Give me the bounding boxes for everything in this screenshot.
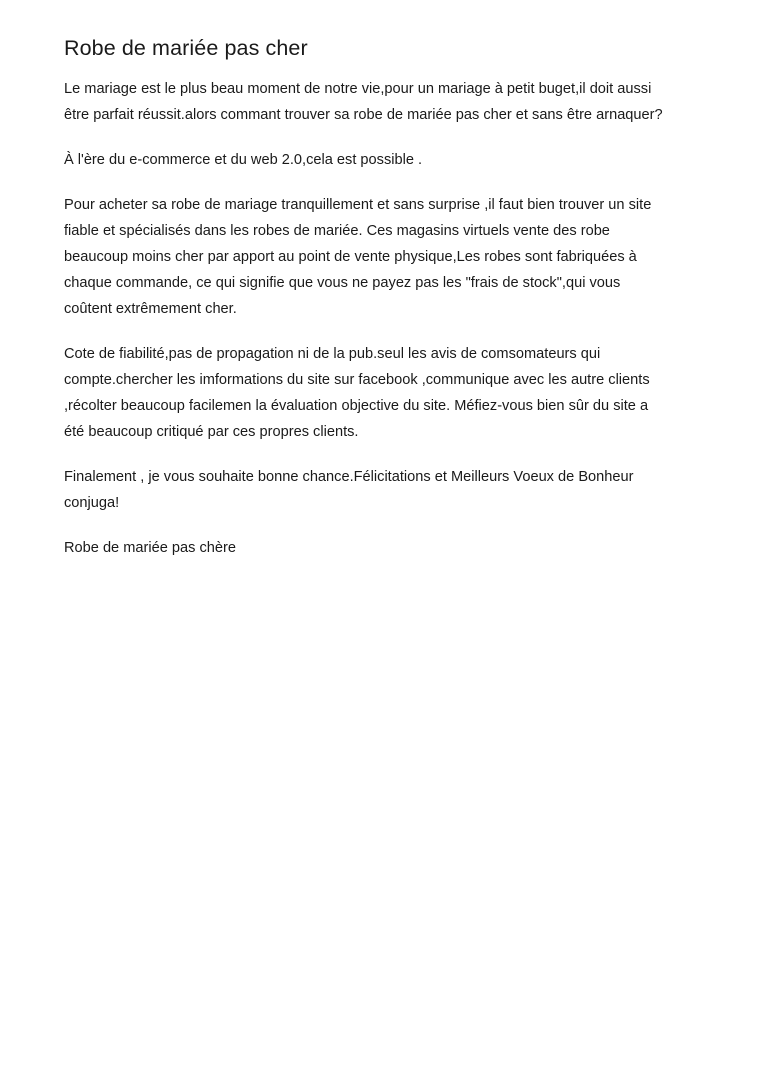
paragraph-ecommerce xyxy=(64,147,724,173)
paragraph-line: ,récolter beaucoup facilemen la évaluation objective du site. Méfiez-vous bien sûr du site a xyxy=(64,398,649,414)
paragraph-line: compte.chercher les imformations du site sur facebook ,communique avec les autre clients xyxy=(64,372,650,388)
paragraph-line: Le mariage est le plus beau moment de notre vie,pour un mariage à petit buget,il doit aussi xyxy=(64,81,652,97)
paragraph-footer-keyword xyxy=(64,535,724,561)
paragraph-line: fiable et spécialisés dans les robes de mariée. Ces magasins virtuels vente des robe xyxy=(64,223,610,239)
paragraph-line: conjuga! xyxy=(64,495,120,511)
paragraph-line: Pour acheter sa robe de mariage tranquillement et sans surprise ,il faut bien trouver un site xyxy=(64,197,652,213)
paragraph-intro xyxy=(64,76,724,128)
paragraph-line: été beaucoup critiqué par ces propres clients. xyxy=(64,424,359,440)
paragraph-reliability xyxy=(64,341,724,445)
paragraph-line: À l'ère du e-commerce et du web 2.0,cela est possible . xyxy=(64,152,423,168)
paragraph-buying-advice xyxy=(64,192,724,322)
document-page xyxy=(64,34,724,580)
paragraph-line: beaucoup moins cher par apport au point de vente physique,Les robes sont fabriquées à xyxy=(64,249,637,265)
document-title: Robe de mariée pas cher xyxy=(64,36,308,60)
paragraph-line: chaque commande, ce qui signifie que vous ne payez pas les "frais de stock",qui vous xyxy=(64,275,621,291)
paragraph-line: Finalement , je vous souhaite bonne chance.Félicitations et Meilleurs Voeux de Bonheur xyxy=(64,469,634,485)
paragraph-closing xyxy=(64,464,724,516)
paragraph-line: être parfait réussit.alors commant trouver sa robe de mariée pas cher et sans être arnaquer? xyxy=(64,107,663,123)
paragraph-line: coûtent extrêmement cher. xyxy=(64,301,237,317)
paragraph-line: Robe de mariée pas chère xyxy=(64,540,236,556)
paragraph-line: Cote de fiabilité,pas de propagation ni de la pub.seul les avis de comsomateurs qui xyxy=(64,346,601,362)
